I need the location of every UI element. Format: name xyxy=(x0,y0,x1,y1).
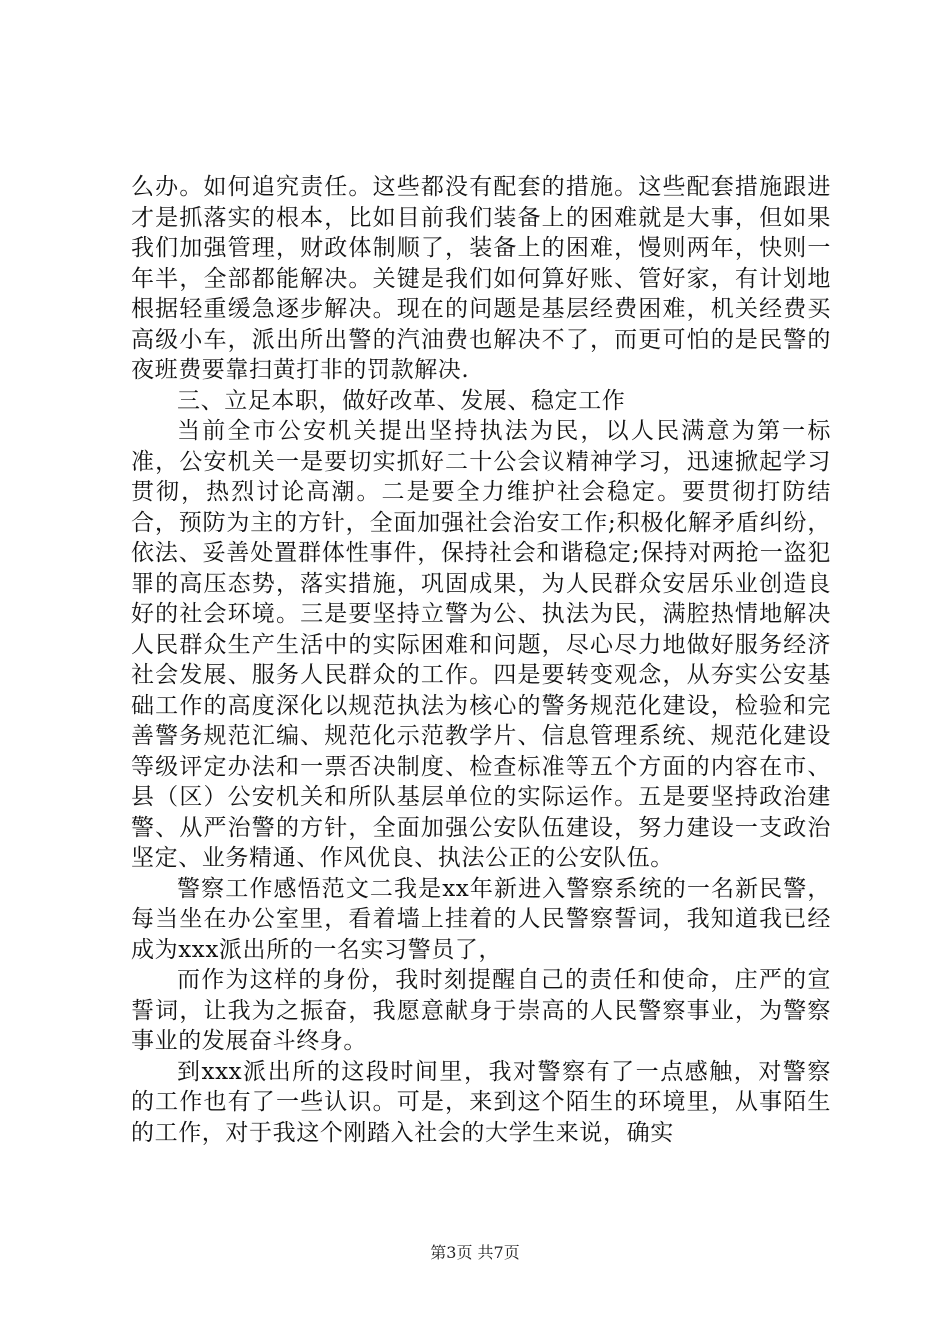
paragraph: 当前全市公安机关提出坚持执法为民，以人民满意为第一标准，公安机关一是要切实抓好二十公会议精神学习，迅速掀起学习贯彻，热烈讨论高潮。二是要全力维护社会稳定。要贯彻打防结合，预防为主的方针，全面加强社会治安工作;积极化解矛盾纠纷，依法、妥善处置群体性事件，保持社会和谐稳定;保持对两抢一盗犯罪的高压态势，落实措施，巩固成果，为人民群众安居乐业创造良好的社会环境。三是要坚持立警为公、执法为民，满腔热情地解决人民群众生产生活中的实际困难和问题，尽心尽力地做好服务经济社会发展、服务人民群众的工作。四是要转变观念，从夯实公安基础工作的高度深化以规范执法为核心的警务规范化建设，检验和完善警务规范汇编、规范化示范教学片、信息管理系统、规范化建设等级评定办法和一票否决制度、检查标准等五个方面的内容在市、县（区）公安机关和所队基层单位的实际运作。五是要坚持政治建警、从严治警的方针，全面加强公安队伍建设，努力建设一支政治坚定、业务精通、作风优良、执法公正的公安队伍。 xyxy=(131,418,831,871)
section-heading: 三、立足本职，做好改革、发展、稳定工作 xyxy=(177,387,626,414)
paragraph: 而作为这样的身份，我时刻提醒自己的责任和使命，庄严的宣誓词，让我为之振奋，我愿意献身于崇高的人民警察事业，为警察事业的发展奋斗终身。 xyxy=(131,967,831,1054)
body-text xyxy=(131,172,831,1148)
page-footer: 第3页 共7页 xyxy=(430,1243,520,1262)
paragraph: 到xxx派出所的这段时间里，我对警察有了一点感触，对警察的工作也有了一些认识。可是，来到这个陌生的环境里，从事陌生的工作，对于我这个刚踏入社会的大学生来说，确实 xyxy=(131,1058,831,1146)
paragraph-continuation: 么办。如何追究责任。这些都没有配套的措施。这些配套措施跟进才是抓落实的根本，比如目前我们装备上的困难就是大事，但如果我们加强管理，财政体制顺了，装备上的困难，慢则两年，快则一年半，全部都能解决。关键是我们如何算好账、管好家，有计划地根据轻重缓急逐步解决。现在的问题是基层经费困难，机关经费买高级小车，派出所出警的汽油费也解决不了，而更可怕的是民警的夜班费要靠扫黄打非的罚款解决. xyxy=(131,174,831,383)
paragraph: 警察工作感悟范文二我是xx年新进入警察系统的一名新民警，每当坐在办公室里，看着墙上挂着的人民警察誓词，我知道我已经成为xxx派出所的一名实习警员了， xyxy=(131,875,831,963)
